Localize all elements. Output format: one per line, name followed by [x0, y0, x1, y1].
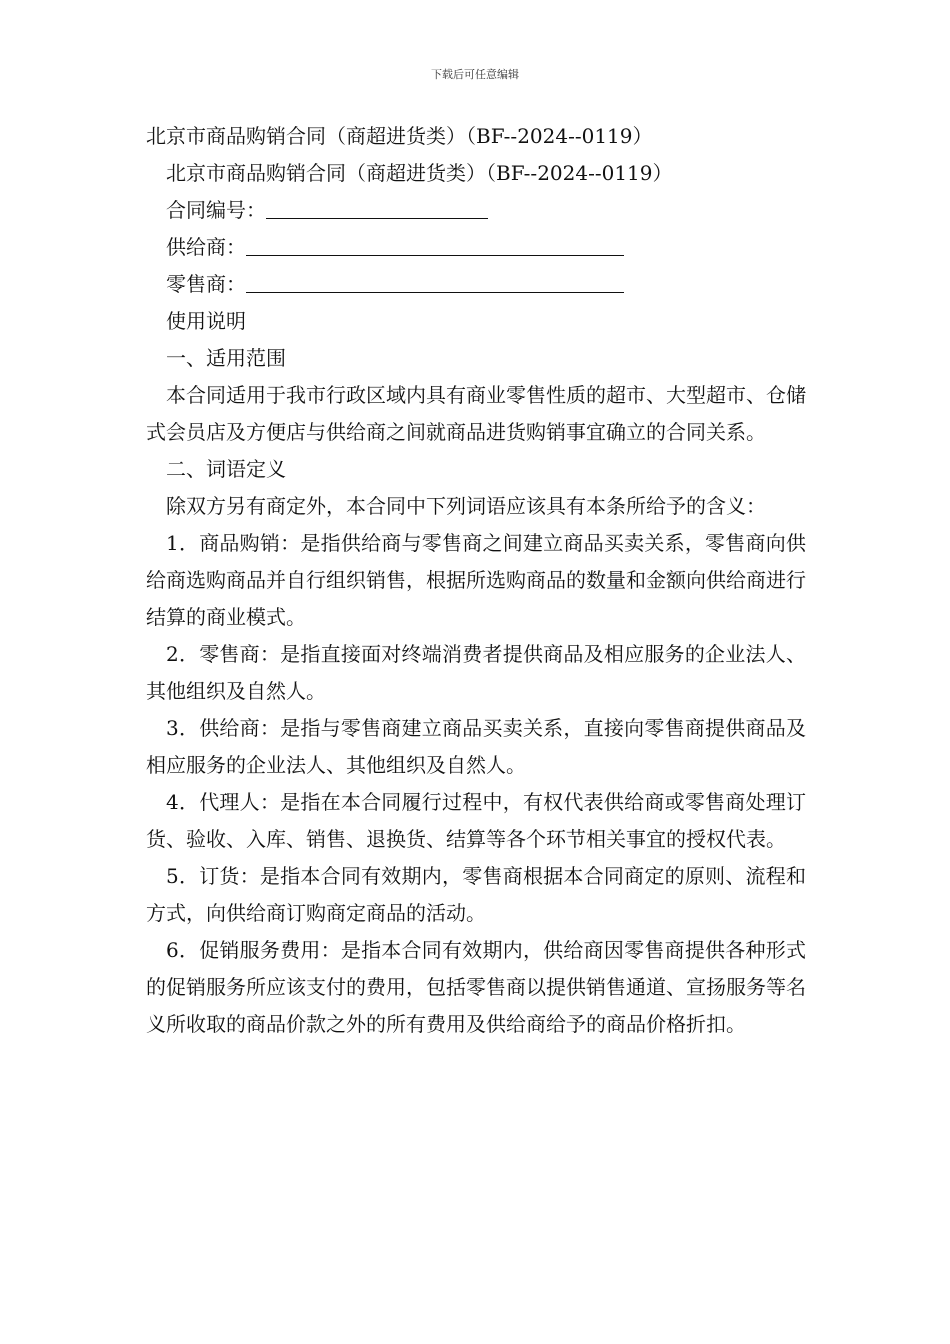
document-title: 北京市商品购销合同（商超进货类）（BF--2024--0119） [146, 124, 653, 148]
section-paragraph: 除双方另有商定外，本合同中下列词语应该具有本条所给予的含义： [166, 494, 766, 518]
definition-item: 3．供给商：是指与零售商建立商品买卖关系，直接向零售商提供商品及相应服务的企业法人、其他组织及自然人。 [146, 716, 806, 777]
contract-number-label: 合同编号： [166, 198, 266, 222]
section-heading: 二、词语定义 [166, 457, 286, 481]
supplier-blank [246, 233, 624, 256]
contract-number-blank [266, 196, 488, 219]
supplier-row [146, 229, 806, 266]
retailer-blank [246, 270, 624, 293]
definition-item: 1．商品购销：是指供给商与零售商之间建立商品买卖关系，零售商向供给商选购商品并自行组织销售，根据所选购商品的数量和金额向供给商进行结算的商业模式。 [146, 531, 806, 629]
supplier-label: 供给商： [166, 235, 246, 259]
retailer-label: 零售商： [166, 272, 246, 296]
definition-item: 4．代理人：是指在本合同履行过程中，有权代表供给商或零售商处理订货、验收、入库、销售、退换货、结算等各个环节相关事宜的授权代表。 [146, 790, 806, 851]
section-paragraph: 本合同适用于我市行政区域内具有商业零售性质的超市、大型超市、仓储式会员店及方便店与供给商之间就商品进货购销事宜确立的合同关系。 [146, 383, 806, 444]
contract-number-row [146, 192, 806, 229]
document-body [146, 118, 806, 1043]
instructions-heading: 使用说明 [166, 309, 246, 333]
retailer-row [146, 266, 806, 303]
header-note: 下载后可任意编辑 [431, 68, 519, 81]
definition-item: 6．促销服务费用：是指本合同有效期内，供给商因零售商提供各种形式的促销服务所应该支付的费用，包括零售商以提供销售通道、宣扬服务等名义所收取的商品价款之外的所有费用及供给商给予的商品价格折扣。 [146, 938, 806, 1036]
definition-item: 2．零售商：是指直接面对终端消费者提供商品及相应服务的企业法人、其他组织及自然人。 [146, 642, 806, 703]
document-title-repeat: 北京市商品购销合同（商超进货类）（BF--2024--0119） [166, 161, 673, 185]
definition-item: 5．订货：是指本合同有效期内，零售商根据本合同商定的原则、流程和方式，向供给商订购商定商品的活动。 [146, 864, 806, 925]
section-heading: 一、适用范围 [166, 346, 286, 370]
